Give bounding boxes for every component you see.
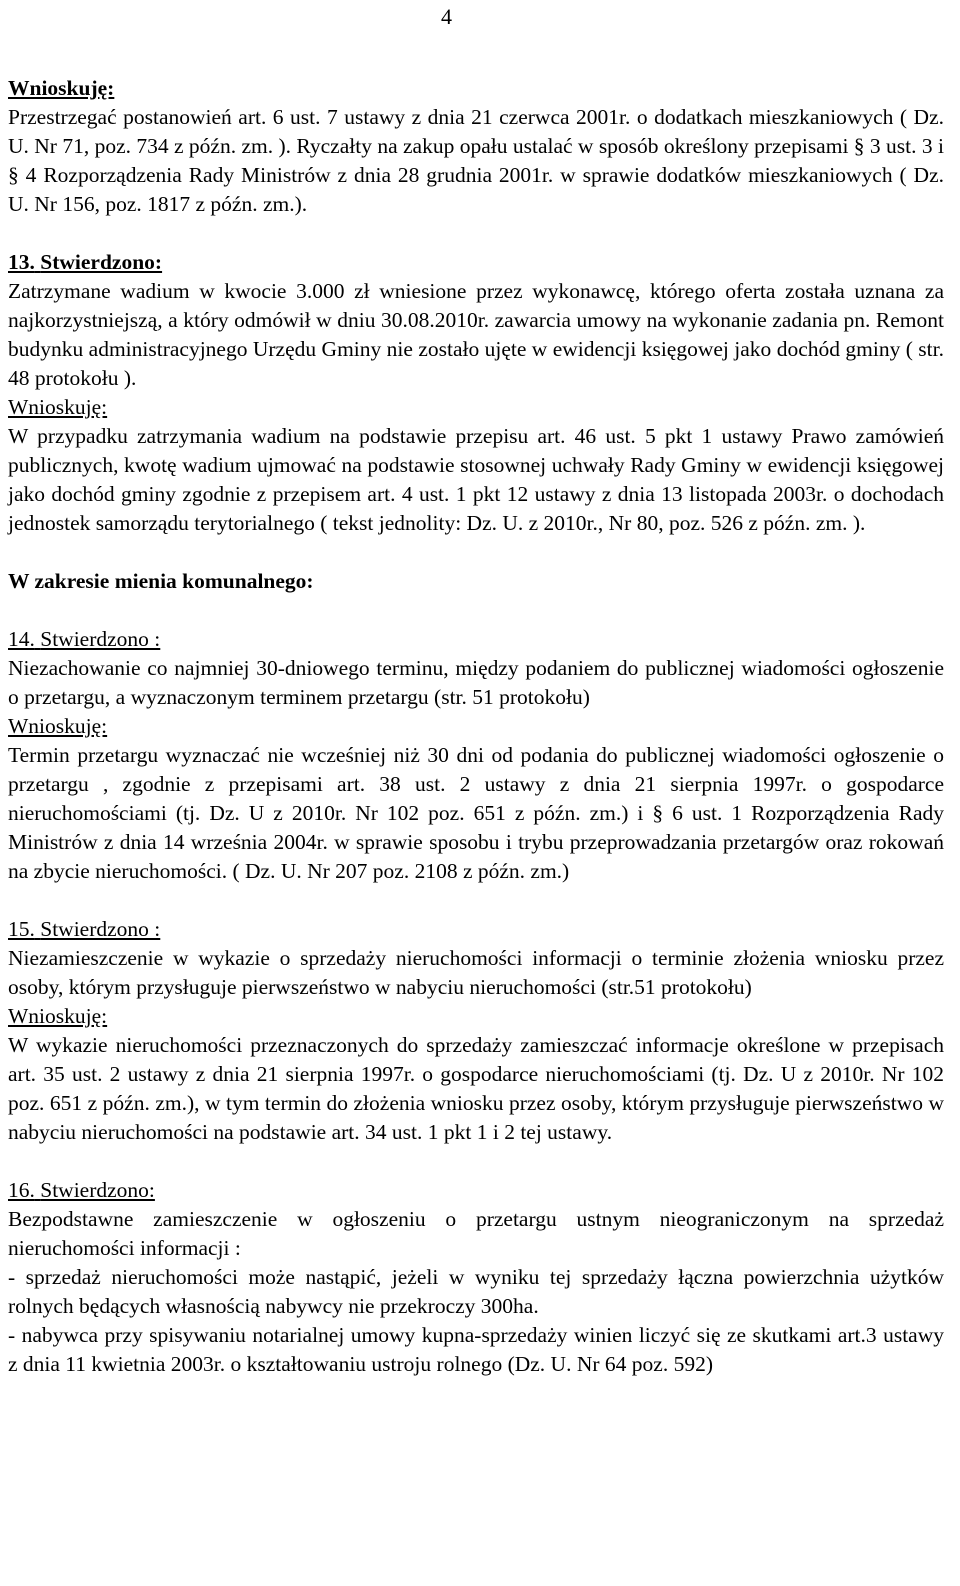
spacer: [8, 538, 944, 567]
wnioskuje-text: Termin przetargu wyznaczać nie wcześniej niż 30 dni od podania do publicznej wiadomości ogłoszenie o przetargu , zgodnie z przepisami art. 38 ust. 2 ustawy z dnia 21 sierpnia 1997r. o gospodarce nieruchomościami (tj. Dz. U z 2010r. Nr 102 poz. 651 z późn. zm.) i § 6 ust. 1 Rozporządzenia Rady Ministrów z dnia 14 września 2004r. w sprawie sposobu i trybu przeprowadzania przetargów oraz rokowań na zbycie nieruchomości. ( Dz. U. Nr 207 poz. 2108 z późn. zm.): [8, 743, 944, 883]
wnioskuje-label: Wnioskuję:: [8, 76, 115, 100]
page-number: 4: [441, 4, 452, 29]
document-body: [8, 74, 944, 1379]
wnioskuje-text: W przypadku zatrzymania wadium na podstawie przepisu art. 46 ust. 5 pkt 1 ustawy Prawo zamówień publicznych, kwotę wadium ujmować na podstawie stosownej uchwały Rady Gminy w ewidencji księgowej jako dochód gminy zgodnie z przepisem art. 4 ust. 1 pkt 12 ustawy z dnia 13 listopada 2003r. o dochodach jednostek samorządu terytorialnego ( tekst jednolity: Dz. U. z 2010r., Nr 80, poz. 526 z późn. zm. ).: [8, 424, 944, 535]
spacer: [8, 886, 944, 915]
finding-number: 16.: [8, 1178, 35, 1202]
section-title: W zakresie mienia komunalnego:: [8, 569, 314, 593]
spacer: [8, 596, 944, 625]
finding-13-heading: [8, 248, 944, 277]
stwierdzono-label: Stwierdzono:: [40, 250, 163, 274]
wnioskuje-label: Wnioskuję:: [8, 395, 108, 419]
stwierdzono-label: Stwierdzono :: [40, 627, 161, 651]
finding-16-heading: [8, 1176, 944, 1205]
finding-15-heading: [8, 915, 944, 944]
stwierdzono-text: Niezamieszczenie w wykazie o sprzedaży nieruchomości informacji o terminie złożenia wniosku przez osoby, którym przysługuje pierwszeństwo w nabyciu nieruchomości (str.51 protokołu): [8, 946, 944, 999]
bullet-item: - nabywca przy spisywaniu notarialnej umowy kupna-sprzedaży winien liczyć się ze skutkami art.3 ustawy z dnia 11 kwietnia 2003r. o kształtowaniu ustroju rolnego (Dz. U. Nr 64 poz. 592): [8, 1323, 944, 1376]
finding-number: 13.: [8, 250, 35, 274]
stwierdzono-label: Stwierdzono :: [40, 917, 161, 941]
wnioskuje-text: W wykazie nieruchomości przeznaczonych do sprzedaży zamieszczać informacje określone w przepisach art. 35 ust. 2 ustawy z dnia 21 sierpnia 1997r. o gospodarce nieruchomościami (tj. Dz. U z 2010r. Nr 102 poz. 651 z późn. zm.), w tym termin do złożenia wniosku przez osoby, którym przysługuje pierwszeństwo w nabyciu nieruchomości na podstawie art. 34 ust. 1 pkt 1 i 2 tej ustawy.: [8, 1033, 944, 1144]
stwierdzono-label: Stwierdzono:: [40, 1178, 155, 1202]
wnioskuje-text: Przestrzegać postanowień art. 6 ust. 7 ustawy z dnia 21 czerwca 2001r. o dodatkach mieszkaniowych ( Dz. U. Nr 71, poz. 734 z późn. zm. ). Ryczałty na zakup opału ustalać w sposób określony przepisami § 3 ust. 3 i § 4 Rozporządzenia Rady Ministrów z dnia 28 grudnia 2001r. w sprawie dodatków mieszkaniowych ( Dz. U. Nr 156, poz. 1817 z późn. zm.).: [8, 105, 944, 216]
finding-number: 14.: [8, 627, 35, 651]
stwierdzono-text: Bezpodstawne zamieszczenie w ogłoszeniu o przetargu ustnym nieograniczonym na sprzedaż nieruchomości informacji :: [8, 1207, 944, 1260]
stwierdzono-text: Niezachowanie co najmniej 30-dniowego terminu, między podaniem do publicznej wiadomości ogłoszenie o przetargu, a wyznaczonym terminem przetargu (str. 51 protokołu): [8, 656, 944, 709]
finding-number: 15.: [8, 917, 35, 941]
stwierdzono-text: Zatrzymane wadium w kwocie 3.000 zł wniesione przez wykonawcę, którego oferta została uznana za najkorzystniejszą, a który odmówił w dniu 30.08.2010r. zawarcia umowy na wykonanie zadania pn. Remont budynku administracyjnego Urzędu Gminy nie zostało ujęte w ewidencji księgowej jako dochód gminy ( str. 48 protokołu ).: [8, 279, 944, 390]
spacer: [8, 219, 944, 248]
wnioskuje-label: Wnioskuję:: [8, 1004, 108, 1028]
finding-14-heading: [8, 625, 944, 654]
spacer: [8, 1147, 944, 1176]
wnioskuje-label: Wnioskuję:: [8, 714, 108, 738]
bullet-item: - sprzedaż nieruchomości może nastąpić, jeżeli w wyniku tej sprzedaży łączna powierzchnia użytków rolnych będących własnością nabywcy nie przekroczy 300ha.: [8, 1265, 944, 1318]
